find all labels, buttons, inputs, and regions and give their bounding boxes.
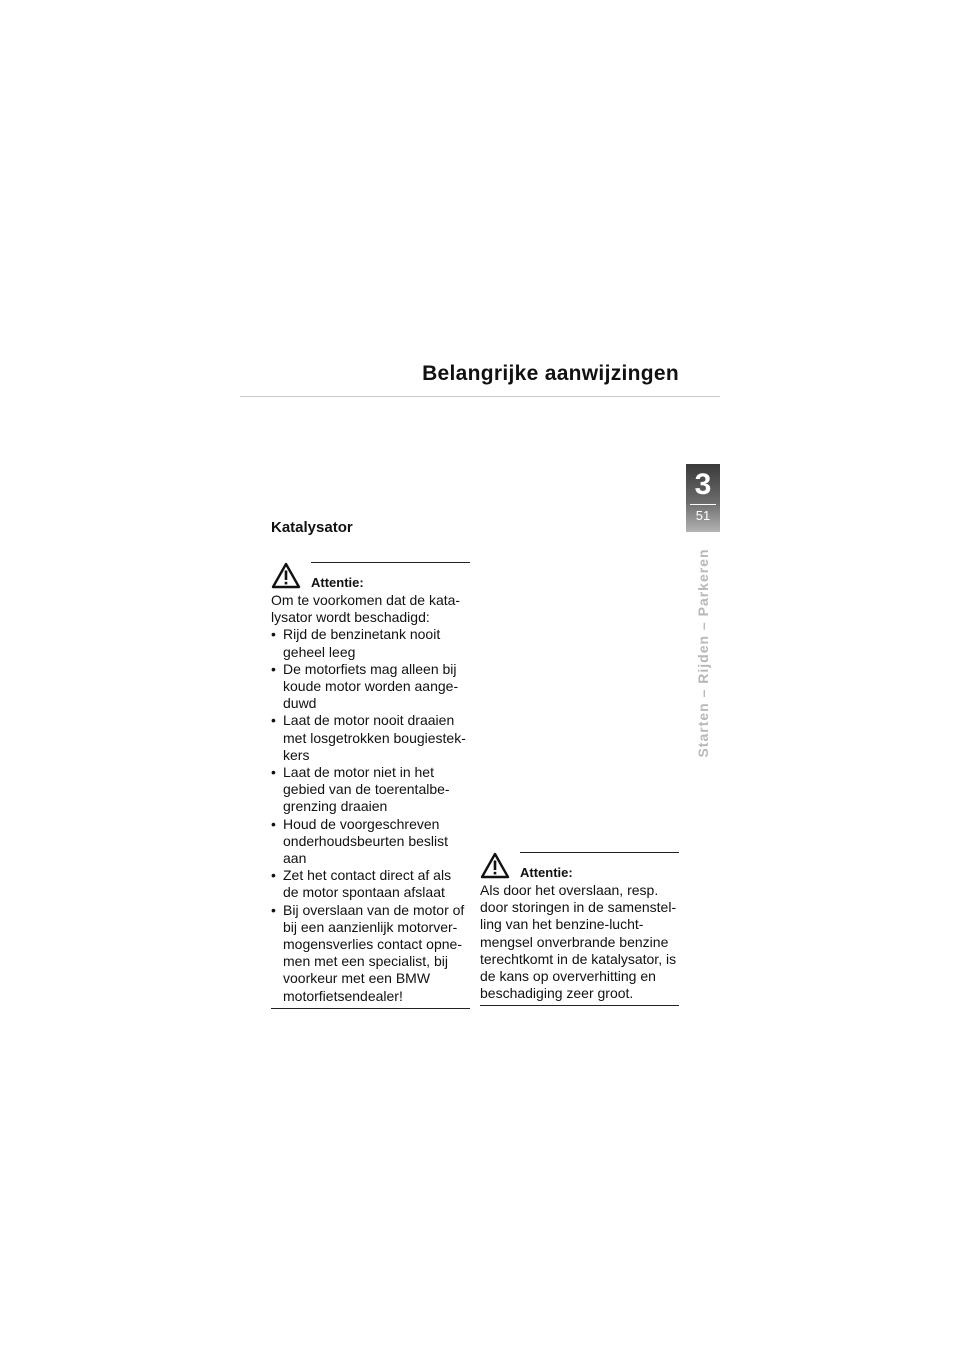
warning-note-header bbox=[271, 562, 470, 592]
list-item: • Houd de voorgeschreven onderhoudsbeurten beslist aan bbox=[271, 816, 470, 868]
page-number: 51 bbox=[695, 508, 711, 523]
section-heading: Katalysator bbox=[271, 519, 353, 536]
chapter-number: 3 bbox=[694, 468, 712, 501]
header-divider bbox=[240, 396, 720, 397]
warning-note-top-rule bbox=[311, 562, 470, 563]
list-item: • Zet het contact direct af als de motor spontaan afslaat bbox=[271, 867, 470, 901]
warning-note-misfire bbox=[480, 852, 679, 1006]
warning-label: Attentie: bbox=[311, 575, 364, 590]
warning-intro: Om te voorkomen dat de kata-lysator wordt beschadigd: bbox=[271, 592, 461, 626]
warning-note-body bbox=[480, 882, 679, 1002]
page-title: Belangrijke aanwijzingen bbox=[422, 362, 679, 385]
warning-note-bottom-rule bbox=[480, 1005, 679, 1006]
list-item: • Laat de motor nooit draaien met losgetrokken bougiestek-kers bbox=[271, 712, 470, 764]
warning-note-header bbox=[480, 852, 679, 882]
chapter-side-label: Starten – Rijden – Parkeren bbox=[695, 548, 711, 758]
list-item: • De motorfiets mag alleen bij koude motor worden aange-duwd bbox=[271, 661, 470, 713]
warning-list bbox=[271, 626, 470, 1004]
chapter-tab bbox=[686, 464, 720, 532]
chapter-tab-divider bbox=[690, 504, 716, 505]
warning-label: Attentie: bbox=[520, 865, 573, 880]
warning-note-bottom-rule bbox=[271, 1008, 470, 1009]
warning-text: Als door het overslaan, resp. door storingen in de samenstel-ling van het benzine-lucht-mengsel onverbrande benzine terechtkomt in de katalysator, is de kans op oververhitting en beschadiging zeer groot. bbox=[480, 882, 677, 1002]
warning-note-body bbox=[271, 592, 470, 1005]
warning-triangle-icon bbox=[271, 562, 301, 589]
list-item: • Rijd de benzinetank nooit geheel leeg bbox=[271, 626, 470, 660]
list-item: • Bij overslaan van de motor of bij een aanzienlijk motorver-mogensverlies contact opne-men met een specialist, bij voorkeur met een BMW motorfietsendealer! bbox=[271, 902, 470, 1005]
list-item: • Laat de motor niet in het gebied van de toerentalbe-grenzing draaien bbox=[271, 764, 470, 816]
warning-note-catalyst bbox=[271, 562, 470, 1009]
warning-note-top-rule bbox=[520, 852, 679, 853]
warning-triangle-icon bbox=[480, 852, 510, 879]
